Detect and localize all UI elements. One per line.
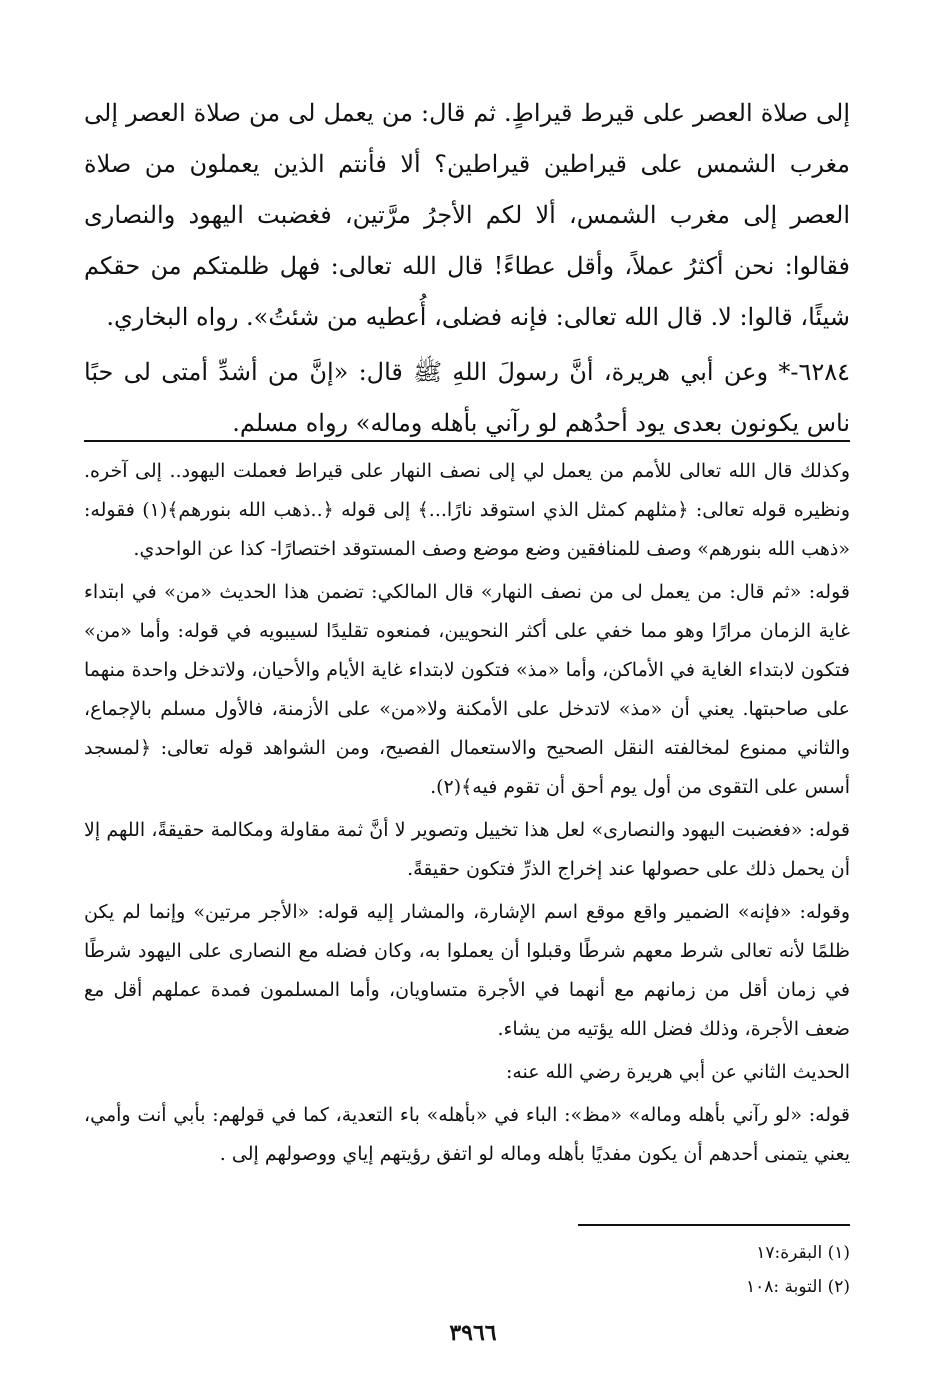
hadith-paragraph-2: ٦٢٨٤-* وعن أبي هريرة، أنَّ رسولَ اللهِ ﷺ قال: «إنَّ من أشدِّ أمتى لى حبًا ناس يكونون بعدى يود أحدُهم لو رآني بأهله وماله» رواه مسلم. (84, 358, 850, 437)
hadith-paragraph-1: إلى صلاة العصر على قيرط قيراطٍ. ثم قال: من يعمل لى من صلاة العصر إلى مغرب الشمس على قيراطين قيراطين؟ ألا فأنتم الذين يعملون من صلاة العصر إلى مغرب الشمس، ألا لكم الأجرُ مرَّتين، فغضبت اليهود والنصارى فقالوا: نحن أكثرُ عملاً، وأقل عطاءً! قال الله تعالى: فهل ظلمتكم من حقكم شيئًا، قالوا: لا. قال الله تعالى: فإنه فضلى، أُعطيه من شئتُ». رواه البخاري. (84, 99, 851, 331)
footnote-divider (578, 1224, 850, 1226)
footnote-1: (١) البقرة:١٧ (756, 1243, 850, 1263)
commentary-paragraph-4: وقوله: «فإنه» الضمير واقع موقع اسم الإشارة، والمشار إليه قوله: «الأجر مرتين» وإنما لم يكن ظلمًا لأنه تعالى شرط معهم شرطًا وقبلوا أن يعملوا به، وكان فضله مع النصارى على اليهود شرطًا في زمان أقل من زمانهم مع أنهما في الأجرة متساويان، وأما المسلمون فمدة عملهم أقل مع ضعف الأجرة، وذلك فضل الله يؤتيه من يشاء. (84, 901, 850, 1040)
hadith-text (84, 88, 850, 453)
main-divider (84, 440, 850, 442)
page-number: ٣٩٦٦ (449, 1320, 497, 1346)
commentary-paragraph-1: وكذلك قال الله تعالى للأمم من يعمل لي إلى نصف النهار على قيراط فعملت اليهود.. إلى آخره. ونظيره قوله تعالى: ﴿مثلهم كمثل الذي استوقد نارًا...﴾ إلى قوله ﴿..ذهب الله بنورهم﴾(١) فقوله: «ذهب الله بنورهم» وصف للمنافقين وضع موضع وصف المستوقد اختصارًا- كذا عن الواحدي. (84, 460, 850, 560)
footnotes (84, 1236, 850, 1304)
commentary (84, 452, 850, 1178)
commentary-paragraph-3: قوله: «فغضبت اليهود والنصارى» لعل هذا تخييل وتصوير لا أنَّ ثمة مقاولة ومكالمة حقيقةً، اللهم إلا أن يحمل ذلك على حصولها عند إخراج الذرِّ فتكون حقيقةً. (84, 819, 850, 880)
commentary-heading: الحديث الثاني عن أبي هريرة رضي الله عنه: (505, 1061, 850, 1083)
commentary-paragraph-2: قوله: «ثم قال: من يعمل لى من نصف النهار» قال المالكي: تضمن هذا الحديث «من» في ابتداء غاية الزمان مرارًا وهو مما خفي على أكثر النحويين، فمنعوه تقليدًا لسيبويه في قوله: وأما «من» فتكون لابتداء الغاية في الأماكن، وأما «مذ» فتكون لابتداء غاية الأيام والأحيان، ولاتدخل واحدة منهما على صاحبتها. يعني أن «مذ» لاتدخل على الأمكنة ولا«من» على الأزمنة، فالأول مسلم بالإجماع، والثاني ممنوع لمخالفته النقل الصحيح والاستعمال الفصيح، ومن الشواهد قوله تعالى: ﴿لمسجد أسس على التقوى من أول يوم أحق أن تقوم فيه﴾(٢). (84, 581, 850, 798)
footnote-2: (٢) التوبة :١٠٨ (745, 1277, 850, 1297)
commentary-paragraph-5: قوله: «لو رآني بأهله وماله» «مظ»: الباء في «بأهله» باء التعدية، كما في قولهم: بأبي أنت وأمي، يعني يتمنى أحدهم أن يكون مفديًا بأهله وماله لو اتفق رؤيتهم إياي ووصولهم إلى . (84, 1104, 850, 1165)
